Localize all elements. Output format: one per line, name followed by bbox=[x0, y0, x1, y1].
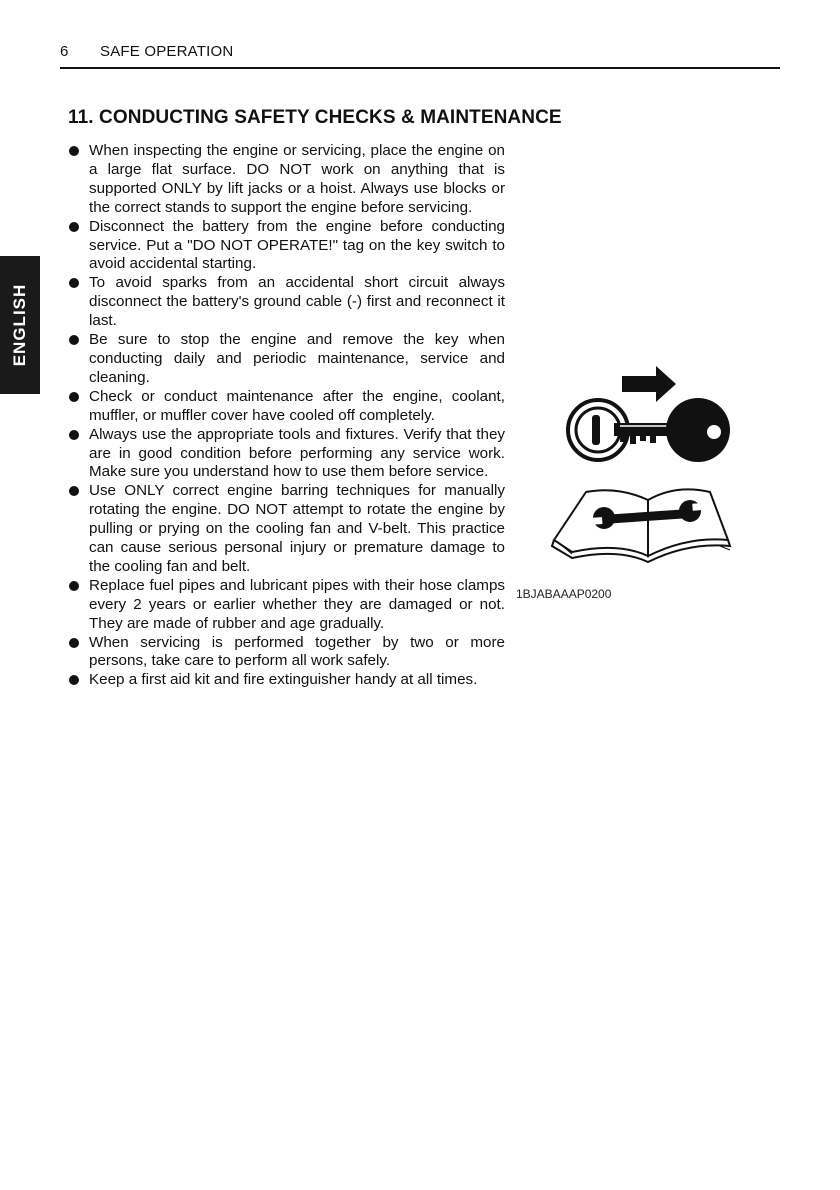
list-item-text: When servicing is performed together by two or more persons, take care to perform all work safely. bbox=[89, 633, 505, 670]
bullet-icon bbox=[69, 392, 79, 402]
bullet-icon bbox=[69, 335, 79, 345]
language-tab bbox=[0, 256, 40, 394]
bullet-icon bbox=[69, 222, 79, 232]
list-item-text: To avoid sparks from an accidental short circuit always disconnect the battery's ground cable (-) first and reconnect it last. bbox=[89, 274, 505, 330]
list-item bbox=[68, 671, 505, 690]
manual-book-icon bbox=[552, 489, 730, 562]
list-item bbox=[68, 331, 505, 388]
list-item bbox=[68, 482, 505, 577]
list-item-text: Keep a first aid kit and fire extinguisher handy at all times. bbox=[89, 671, 478, 689]
figure-drawing bbox=[548, 360, 748, 580]
list-item-text: Use ONLY correct engine barring techniques for manually rotating the engine. DO NOT attempt to rotate the engine by pulling or prying on the cooling fan and V-belt. This practice can cause serious personal injury or premature damage to the cooling fan and belt. bbox=[89, 482, 505, 575]
list-item-text: Be sure to stop the engine and remove the key when conducting daily and periodic maintenance, service and cleaning. bbox=[89, 331, 505, 386]
running-title: SAFE OPERATION bbox=[100, 43, 234, 60]
safety-checklist bbox=[68, 142, 505, 690]
list-item-text: When inspecting the engine or servicing, place the engine on a large flat surface. DO NOT work on anything that is supported ONLY by lift jacks or a hoist. Always use blocks or the correct stands to support the engine before servicing. bbox=[89, 142, 505, 216]
list-item bbox=[68, 274, 505, 331]
bullet-icon bbox=[69, 638, 79, 648]
key-icon bbox=[614, 398, 730, 462]
bullet-icon bbox=[69, 675, 79, 685]
bullet-icon bbox=[69, 486, 79, 496]
bullet-icon bbox=[69, 430, 79, 440]
list-item bbox=[68, 388, 505, 426]
arrow-right-icon bbox=[622, 366, 676, 402]
maintenance-figure bbox=[548, 360, 748, 580]
section-title: 11. CONDUCTING SAFETY CHECKS & MAINTENANCE bbox=[68, 107, 562, 128]
list-item bbox=[68, 577, 505, 634]
bullet-icon bbox=[69, 146, 79, 156]
list-item bbox=[68, 142, 505, 218]
bullet-icon bbox=[69, 581, 79, 591]
list-item-text: Disconnect the battery from the engine before conducting service. Put a "DO NOT OPERATE!" tag on the key switch to avoid accidental starting. bbox=[89, 217, 505, 273]
list-item bbox=[68, 426, 505, 483]
list-item-text: Check or conduct maintenance after the engine, coolant, muffler, or muffler cover have cooled off completely. bbox=[89, 387, 505, 424]
bullet-icon bbox=[69, 278, 79, 288]
list-item bbox=[68, 634, 505, 672]
language-tab-label: ENGLISH bbox=[10, 283, 29, 367]
list-item-text: Always use the appropriate tools and fixtures. Verify that they are in good condition before performing any service work. Make sure you understand how to use them before service. bbox=[89, 425, 505, 481]
list-item-text: Replace fuel pipes and lubricant pipes with their hose clamps every 2 years or earlier whether they are damaged or not. They are made of rubber and age gradually. bbox=[89, 576, 505, 632]
page-number: 6 bbox=[60, 43, 69, 60]
list-item bbox=[68, 218, 505, 275]
page-header bbox=[60, 43, 780, 69]
figure-caption: 1BJABAAAP0200 bbox=[516, 587, 612, 601]
